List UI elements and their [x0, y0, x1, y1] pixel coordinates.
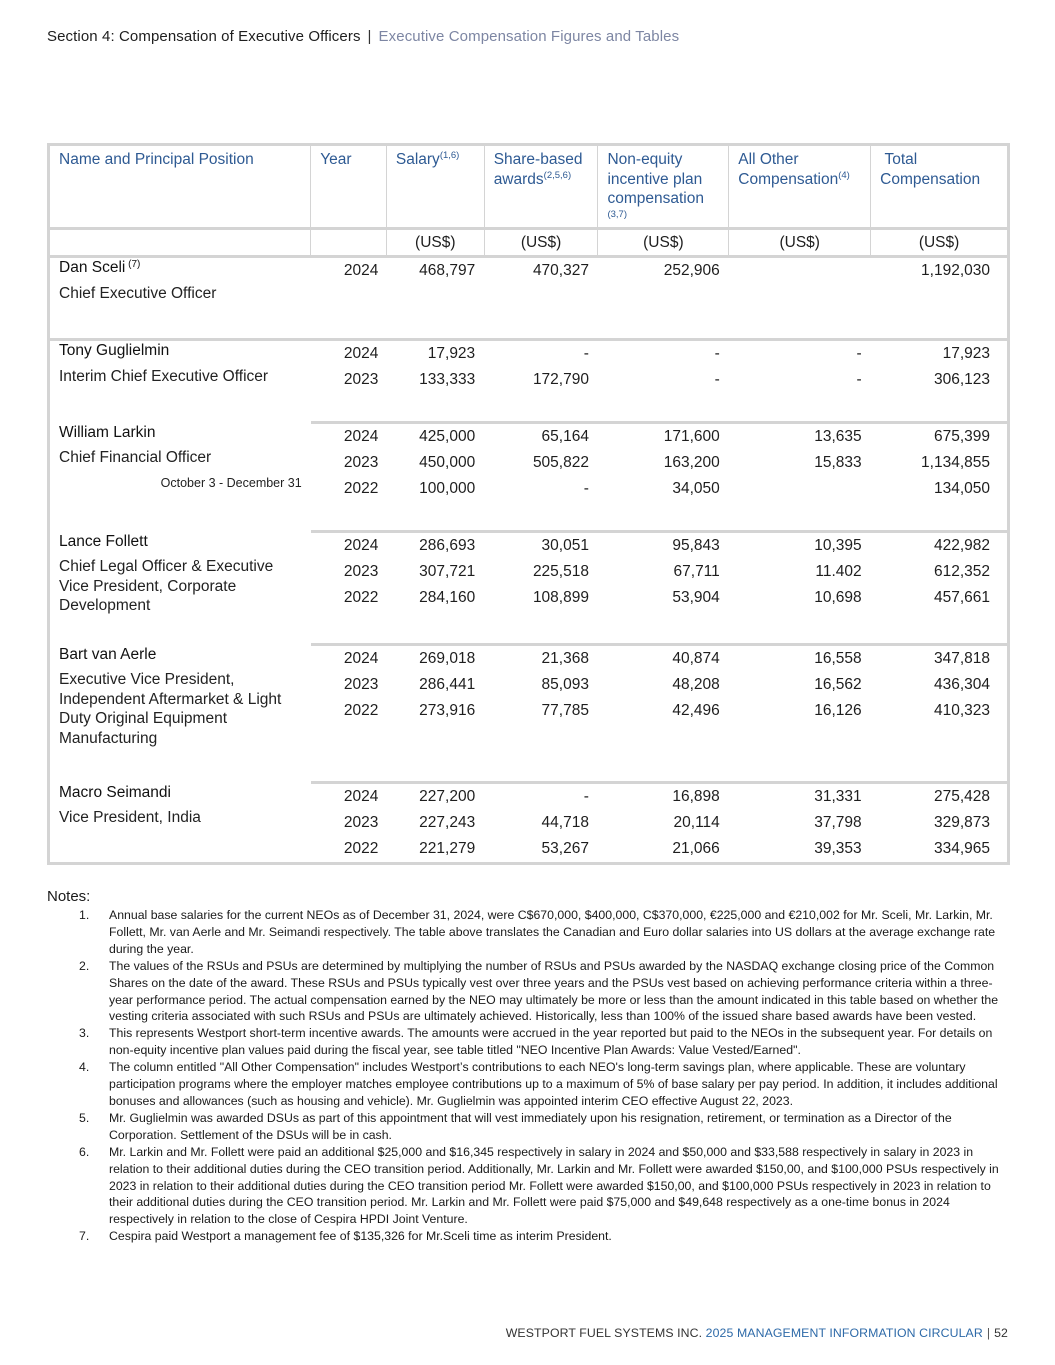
year-cell: 2022 — [311, 585, 387, 645]
share-based-cell: 108,899 — [484, 585, 598, 645]
total-cell: 329,873 — [933, 814, 990, 831]
page-header — [47, 28, 679, 45]
non-equity-cell: 163,200 — [663, 454, 720, 471]
name-position-cell — [49, 257, 311, 340]
page-number: 52 — [994, 1326, 1008, 1340]
non-equity-cell: 53,904 — [598, 585, 729, 645]
total-cell: 422,982 — [933, 537, 990, 554]
share-based-cell: 30,051 — [541, 537, 589, 554]
non-equity-cell: 42,496 — [598, 698, 729, 783]
officer-group — [49, 532, 1009, 645]
non-equity-cell: 40,874 — [672, 650, 720, 667]
name-position-cell — [49, 645, 311, 783]
share-based-cell: 470,327 — [484, 257, 598, 340]
page-footer — [506, 1326, 1008, 1340]
note-item: 4. The column entitled "All Other Compensation" includes Westport’s contributions to each NEO's long-term savings plan, where applicable. These are voluntary participation programs where the employer matches employee contributions up to a maximum of 5% of base salary per pay period. In addition, it includes additional bonuses and allowances (such as housing and vehicle). Mr. Guglielmin was appointed interim CEO effective August 22, 2023. — [79, 1060, 998, 1108]
all-other-cell — [729, 476, 871, 532]
total-cell: 1,192,030 — [871, 257, 1009, 340]
year-cell: 2023 — [343, 814, 379, 831]
year-cell: 2024 — [343, 650, 379, 667]
non-equity-cell: 20,114 — [673, 814, 720, 831]
total-cell: 436,304 — [933, 676, 990, 693]
salary-cell: 307,721 — [419, 563, 476, 580]
unit-cell — [49, 229, 311, 257]
officer-name: Bart van Aerle — [59, 645, 157, 663]
footnote-ref: (7) — [125, 259, 141, 270]
unit-cell: (US$) — [729, 229, 871, 257]
col-header-salary: Salary$^{(1,6)}$ — [386, 145, 484, 229]
officer-name: William Larkin — [59, 423, 156, 441]
year-cell: 2024 — [311, 257, 387, 340]
all-other-cell: 10,395 — [814, 537, 862, 554]
total-cell: 17,923 — [942, 345, 990, 362]
units-row — [49, 229, 1009, 257]
non-equity-cell: 171,600 — [663, 428, 720, 445]
salary-cell: 221,279 — [419, 840, 476, 857]
total-cell: 275,428 — [933, 788, 990, 805]
year-cell: 2024 — [343, 345, 379, 362]
all-other-cell: 39,353 — [814, 840, 862, 857]
notes-title: Notes: — [47, 888, 91, 905]
summary-compensation-table — [47, 143, 1010, 865]
year-cell: 2022 — [311, 476, 387, 532]
all-other-cell: 16,558 — [814, 650, 862, 667]
year-cell: 2023 — [343, 676, 379, 693]
share-based-cell: 53,267 — [541, 840, 589, 857]
non-equity-cell: 34,050 — [598, 476, 729, 532]
salary-cell: 284,160 — [386, 585, 484, 645]
unit-cell — [311, 229, 387, 257]
all-other-cell: - — [856, 345, 862, 362]
footer-document-title: 2025 MANAGEMENT INFORMATION CIRCULAR — [705, 1326, 983, 1340]
footnote-ref: (4) — [838, 169, 850, 181]
year-cell: 2024 — [343, 788, 379, 805]
all-other-cell: 16,126 — [729, 698, 871, 783]
officer-group — [49, 257, 1009, 340]
officer-position: Manufacturing — [59, 729, 158, 747]
officer-group — [49, 423, 1009, 532]
non-equity-cell: 95,843 — [672, 537, 720, 554]
all-other-cell: 31,331 — [814, 788, 862, 805]
share-based-cell: - — [484, 476, 598, 532]
officer-position: Chief Financial Officer — [59, 449, 212, 466]
year-cell: 2024 — [343, 537, 379, 554]
officer-position: Vice President, Corporate — [59, 577, 237, 595]
salary-cell: 286,693 — [419, 537, 476, 554]
unit-cell: (US$) — [598, 229, 729, 257]
officer-name: Tony Guglielmin — [59, 342, 170, 359]
salary-cell: 273,916 — [386, 698, 484, 783]
officer-group — [49, 645, 1009, 783]
note-item: 2. The values of the RSUs and PSUs are determined by multiplying the number of RSUs and PSUs awarded by the NASDAQ exchange closing price of the Common Shares on the date of the award. These RSUs and PSUs typically vest over three years and the PSUs vest based on achieving performance criteria within a three-year performance period. The actual compensation earned by the NEO may ultimately be more or less than the amount indicated in this table based on whether the vesting criteria associated with such RSUs and PSUs are ultimately achieved. Historically, less than 100% of the issued share based awards have been vested. — [79, 958, 999, 1024]
year-cell: 2023 — [343, 563, 379, 580]
officer-position: Development — [59, 597, 151, 614]
share-based-cell: - — [583, 345, 589, 362]
footer-separator: | — [986, 1326, 991, 1340]
non-equity-cell: 16,898 — [672, 788, 720, 805]
salary-cell: 425,000 — [419, 428, 476, 445]
salary-cell: 468,797 — [386, 257, 484, 340]
col-header-name: Name and Principal Position — [49, 145, 311, 229]
note-item: 5. Mr. Guglielmin was awarded DSUs as part of this appointment that will vest immediately upon his resignation, retirement, or termination as a Director of the Corporation. Settlement of the DSUs will be in cash. — [79, 1110, 952, 1142]
total-cell: 612,352 — [933, 563, 990, 580]
all-other-cell: 11.402 — [815, 563, 862, 580]
non-equity-cell: 48,208 — [672, 676, 720, 693]
salary-cell: 269,018 — [419, 650, 476, 667]
table-row — [49, 532, 1009, 560]
notes-section — [47, 887, 1009, 1245]
year-cell: 2024 — [343, 428, 379, 445]
year-cell: 2023 — [343, 454, 379, 471]
total-cell: 675,399 — [933, 428, 990, 445]
total-cell: 306,123 — [871, 367, 1009, 423]
officer-name: Lance Follett — [59, 532, 148, 550]
salary-cell: 227,200 — [419, 788, 476, 805]
table-row — [49, 783, 1009, 811]
non-equity-cell: - — [598, 367, 729, 423]
share-based-cell: 44,718 — [541, 814, 589, 831]
total-cell: 134,050 — [871, 476, 1009, 532]
note-item: 7. Cespira paid Westport a management fee of $135,326 for Mr.Sceli time as interim President. — [79, 1229, 612, 1244]
salary-cell: 450,000 — [419, 454, 476, 471]
name-position-cell — [49, 423, 311, 532]
officer-name: Macro Seimandi — [59, 783, 171, 801]
col-header-total: Total Compensation — [871, 145, 1009, 229]
non-equity-cell: 252,906 — [598, 257, 729, 340]
all-other-cell — [729, 257, 871, 340]
name-position-cell — [49, 532, 311, 645]
officer-name: Dan Sceli $^{(7)}$ — [59, 259, 141, 276]
share-based-cell: - — [583, 788, 589, 805]
share-based-cell: 85,093 — [541, 676, 589, 693]
note-item: 1. Annual base salaries for the current NEOs as of December 31, 2024, were C$670,000, $400,000, C$370,000, €225,000 and €210,002 for Mr. Sceli, Mr. Larkin, Mr. Follett, Mr. van Aerle and Mr. Seimandi respectively. The table above translates the Canadian and Euro dollar salaries into US dollars at the average exchange rate during the year. — [79, 908, 996, 956]
non-equity-cell: - — [714, 345, 720, 362]
officer-position: Independent Aftermarket & Light — [59, 690, 282, 708]
name-position-cell — [49, 340, 311, 423]
share-based-cell: 505,822 — [532, 454, 589, 471]
all-other-cell: 10,698 — [729, 585, 871, 645]
officer-group — [49, 340, 1009, 423]
unit-cell: (US$) — [386, 229, 484, 257]
section-title: Section 4: Compensation of Executive Officers — [47, 28, 361, 45]
salary-cell: 227,243 — [419, 814, 476, 831]
footnote-ref: (3,7) — [607, 208, 628, 220]
table-row — [49, 340, 1009, 368]
all-other-cell: - — [729, 367, 871, 423]
table-row — [49, 257, 1009, 340]
col-header-all-other: All Other Compensation$^{(4)}$ — [729, 145, 871, 229]
footer-company: WESTPORT FUEL SYSTEMS INC. — [505, 1326, 703, 1340]
total-cell: 334,965 — [933, 840, 990, 857]
table-header-row — [49, 145, 1009, 229]
salary-cell: 100,000 — [386, 476, 484, 532]
header-separator: | — [367, 28, 372, 45]
officer-position: Duty Original Equipment — [59, 710, 227, 727]
all-other-cell: 15,833 — [814, 454, 862, 471]
non-equity-cell: 21,066 — [672, 840, 720, 857]
total-cell: 410,323 — [871, 698, 1009, 783]
share-based-cell: 77,785 — [484, 698, 598, 783]
total-cell: 1,134,855 — [921, 454, 990, 471]
name-position-cell — [49, 783, 311, 864]
year-cell: 2023 — [311, 367, 387, 423]
all-other-cell: 16,562 — [814, 676, 862, 693]
unit-cell: (US$) — [871, 229, 1009, 257]
footnote-ref: (1,6) — [439, 150, 460, 161]
salary-cell: 17,923 — [427, 345, 476, 362]
note-item: 6. Mr. Larkin and Mr. Follett were paid an additional $25,000 and $16,345 respectively in salary in 2024 and $50,000 and $33,588 respectively in salary in 2023 in relation to their additional duties during the CEO transition period. Additionally, Mr. Larkin and Mr. Follett were awarded $150,00, and $100,000 PSUs respectively in 2023 in relation to their additional duties during the CEO transition period Mr. Follett were awarded $150,00, and $100,000 PSUs respectively in 2023 in relation to their additional duties during the CEO transition period. Mr. Larkin and Mr. Follett were paid $75,000 and $49,648 respectively as a one-time bonus in 2024 respectively in relation to the close of Cespira HPDI Joint Venture. — [79, 1144, 999, 1227]
col-header-non-equity: Non-equity incentive plan compensation (3,7) — [598, 145, 729, 229]
share-based-cell: 21,368 — [541, 650, 589, 667]
share-based-cell: 225,518 — [532, 563, 589, 580]
note-item: 3. This represents Westport short-term incentive awards. The amounts were accrued in the year reported but paid to the NEOs in the subsequent year. For details on non-equity incentive plan values paid during the fiscal year, see table titled "NEO Incentive Plan Awards: Value Vested/Earned". — [79, 1026, 993, 1058]
share-based-cell: 172,790 — [484, 367, 598, 423]
footnote-ref: (2,5,6) — [543, 169, 572, 181]
officer-group — [49, 783, 1009, 864]
non-equity-cell: 67,711 — [673, 563, 720, 580]
officer-position: Chief Executive Officer — [59, 284, 217, 302]
total-cell: 347,818 — [933, 650, 990, 667]
salary-cell: 133,333 — [386, 367, 484, 423]
officer-position: Interim Chief Executive Officer — [59, 367, 269, 385]
period-note: October 3 - December 31 — [160, 475, 302, 490]
share-based-cell: 65,164 — [541, 428, 589, 445]
notes-list — [47, 907, 1009, 1245]
officer-position: Executive Vice President, — [59, 671, 235, 688]
all-other-cell: 37,798 — [814, 814, 862, 831]
unit-cell: (US$) — [484, 229, 598, 257]
col-header-year: Year — [311, 145, 387, 229]
officer-position: Chief Legal Officer & Executive — [59, 558, 274, 575]
all-other-cell: 13,635 — [814, 428, 862, 445]
section-subtitle: Executive Compensation Figures and Tables — [378, 28, 680, 45]
total-cell: 457,661 — [871, 585, 1009, 645]
year-cell: 2022 — [311, 698, 387, 783]
table-row — [49, 423, 1009, 451]
year-cell: 2022 — [343, 840, 379, 857]
col-header-share-based: Share-based awards$^{(2,5,6)}$ — [484, 145, 598, 229]
officer-position: Vice President, India — [59, 809, 201, 826]
salary-cell: 286,441 — [419, 676, 476, 693]
table-row — [49, 645, 1009, 673]
